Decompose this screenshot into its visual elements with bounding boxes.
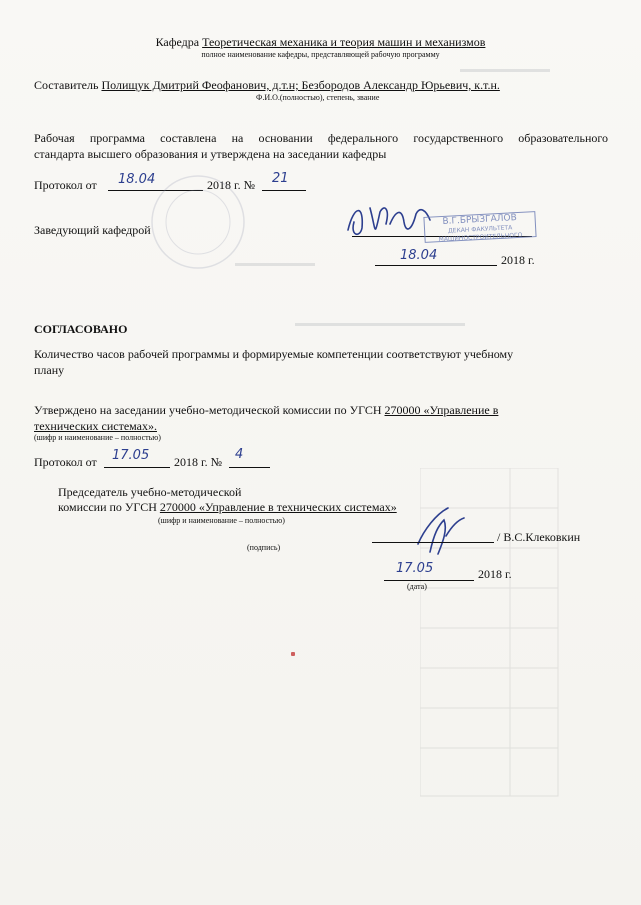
chair-year: 2018 г. bbox=[478, 567, 512, 581]
protocol-2-year: 2018 г. № bbox=[174, 455, 223, 469]
department-prefix: Кафедра bbox=[155, 35, 203, 49]
ink-mark bbox=[291, 652, 295, 656]
head-signature-icon bbox=[340, 200, 435, 245]
committee-prefix: Утверждено на заседании учебно-методической комиссии по УГСН bbox=[34, 403, 385, 417]
chair-prefix: комиссии по УГСН bbox=[58, 500, 160, 514]
chair-line-1: Председатель учебно-методической bbox=[58, 485, 242, 499]
protocol-2-label: Протокол от bbox=[34, 455, 97, 469]
agreed-line-2: плану bbox=[34, 363, 65, 377]
head-date-line bbox=[375, 265, 497, 266]
chair-signature-icon bbox=[408, 500, 468, 558]
head-year: 2018 г. bbox=[501, 253, 535, 267]
chair-date: 17.05 bbox=[396, 561, 434, 576]
protocol-2-number-line bbox=[229, 467, 270, 468]
round-seal-icon bbox=[148, 172, 248, 272]
committee-code: 270000 «Управление в bbox=[384, 403, 499, 417]
author-prefix: Составитель bbox=[34, 78, 102, 92]
date-caption: (дата) bbox=[407, 582, 427, 591]
protocol-1-year: 2018 г. № bbox=[207, 178, 256, 192]
bleed-through-text: ▬▬▬▬▬▬▬▬▬▬▬▬▬▬▬▬▬ bbox=[295, 318, 465, 329]
protocol-1-number-line bbox=[262, 190, 306, 191]
head-name-stamp bbox=[423, 211, 536, 243]
stamp-name: В.Г.БРЫЗГАЛОВ bbox=[442, 213, 518, 227]
authors: Полищук Дмитрий Феофанович, д.т.н; Безбородов Александр Юрьевич, к.т.н. bbox=[101, 78, 500, 92]
authors-caption: Ф.И.О.(полностью), степень, звание bbox=[256, 93, 380, 102]
chair-name: / В.С.Клековкин bbox=[497, 530, 581, 544]
chair-date-line bbox=[384, 580, 474, 581]
committee-caption: (шифр и наименование – полностью) bbox=[34, 433, 161, 442]
agreed-line-1: Количество часов рабочей программы и формируемые компетенции соответствуют учебному bbox=[34, 347, 514, 361]
protocol-2-number: 4 bbox=[235, 447, 244, 462]
department-caption: полное наименование кафедры, представляющей рабочую программу bbox=[201, 50, 440, 59]
intro-line-2: стандарта высшего образования и утверждена на заседании кафедры bbox=[34, 147, 387, 161]
chair-caption: (шифр и наименование – полностью) bbox=[158, 516, 285, 525]
head-of-department-label: Заведующий кафедрой bbox=[34, 223, 151, 237]
chair-line-2 bbox=[58, 500, 397, 515]
department-line bbox=[0, 35, 641, 50]
protocol-1-date: 18.04 bbox=[118, 172, 156, 187]
protocol-2-date: 17.05 bbox=[112, 448, 150, 463]
agreed-title: СОГЛАСОВАНО bbox=[34, 322, 128, 336]
head-date: 18.04 bbox=[400, 248, 438, 263]
committee-line-2: технических системах». bbox=[34, 419, 157, 433]
stamp-subtitle: ДЕКАН ФАКУЛЬТЕТА МАШИНОСТРОИТЕЛЬНОГО bbox=[438, 224, 523, 244]
signature-caption: (подпись) bbox=[247, 543, 281, 552]
committee-line-1 bbox=[34, 403, 498, 418]
bleed-through-text: ▬▬▬▬▬▬▬▬ bbox=[235, 258, 315, 269]
intro-line-1: Рабочая программа составлена на основании федерального государственного образовательного bbox=[34, 131, 608, 145]
chair-signature-line bbox=[372, 542, 494, 543]
chair-code: 270000 «Управление в технических системах» bbox=[159, 500, 397, 514]
author-line bbox=[34, 78, 500, 93]
department-name: Теоретическая механика и теория машин и механизмов bbox=[202, 35, 486, 49]
protocol-1-number: 21 bbox=[272, 171, 289, 186]
protocol-2-date-line bbox=[104, 467, 170, 468]
bleed-through-text: ▬▬▬▬▬▬▬▬▬ bbox=[460, 64, 550, 75]
protocol-1-label: Протокол от bbox=[34, 178, 97, 192]
